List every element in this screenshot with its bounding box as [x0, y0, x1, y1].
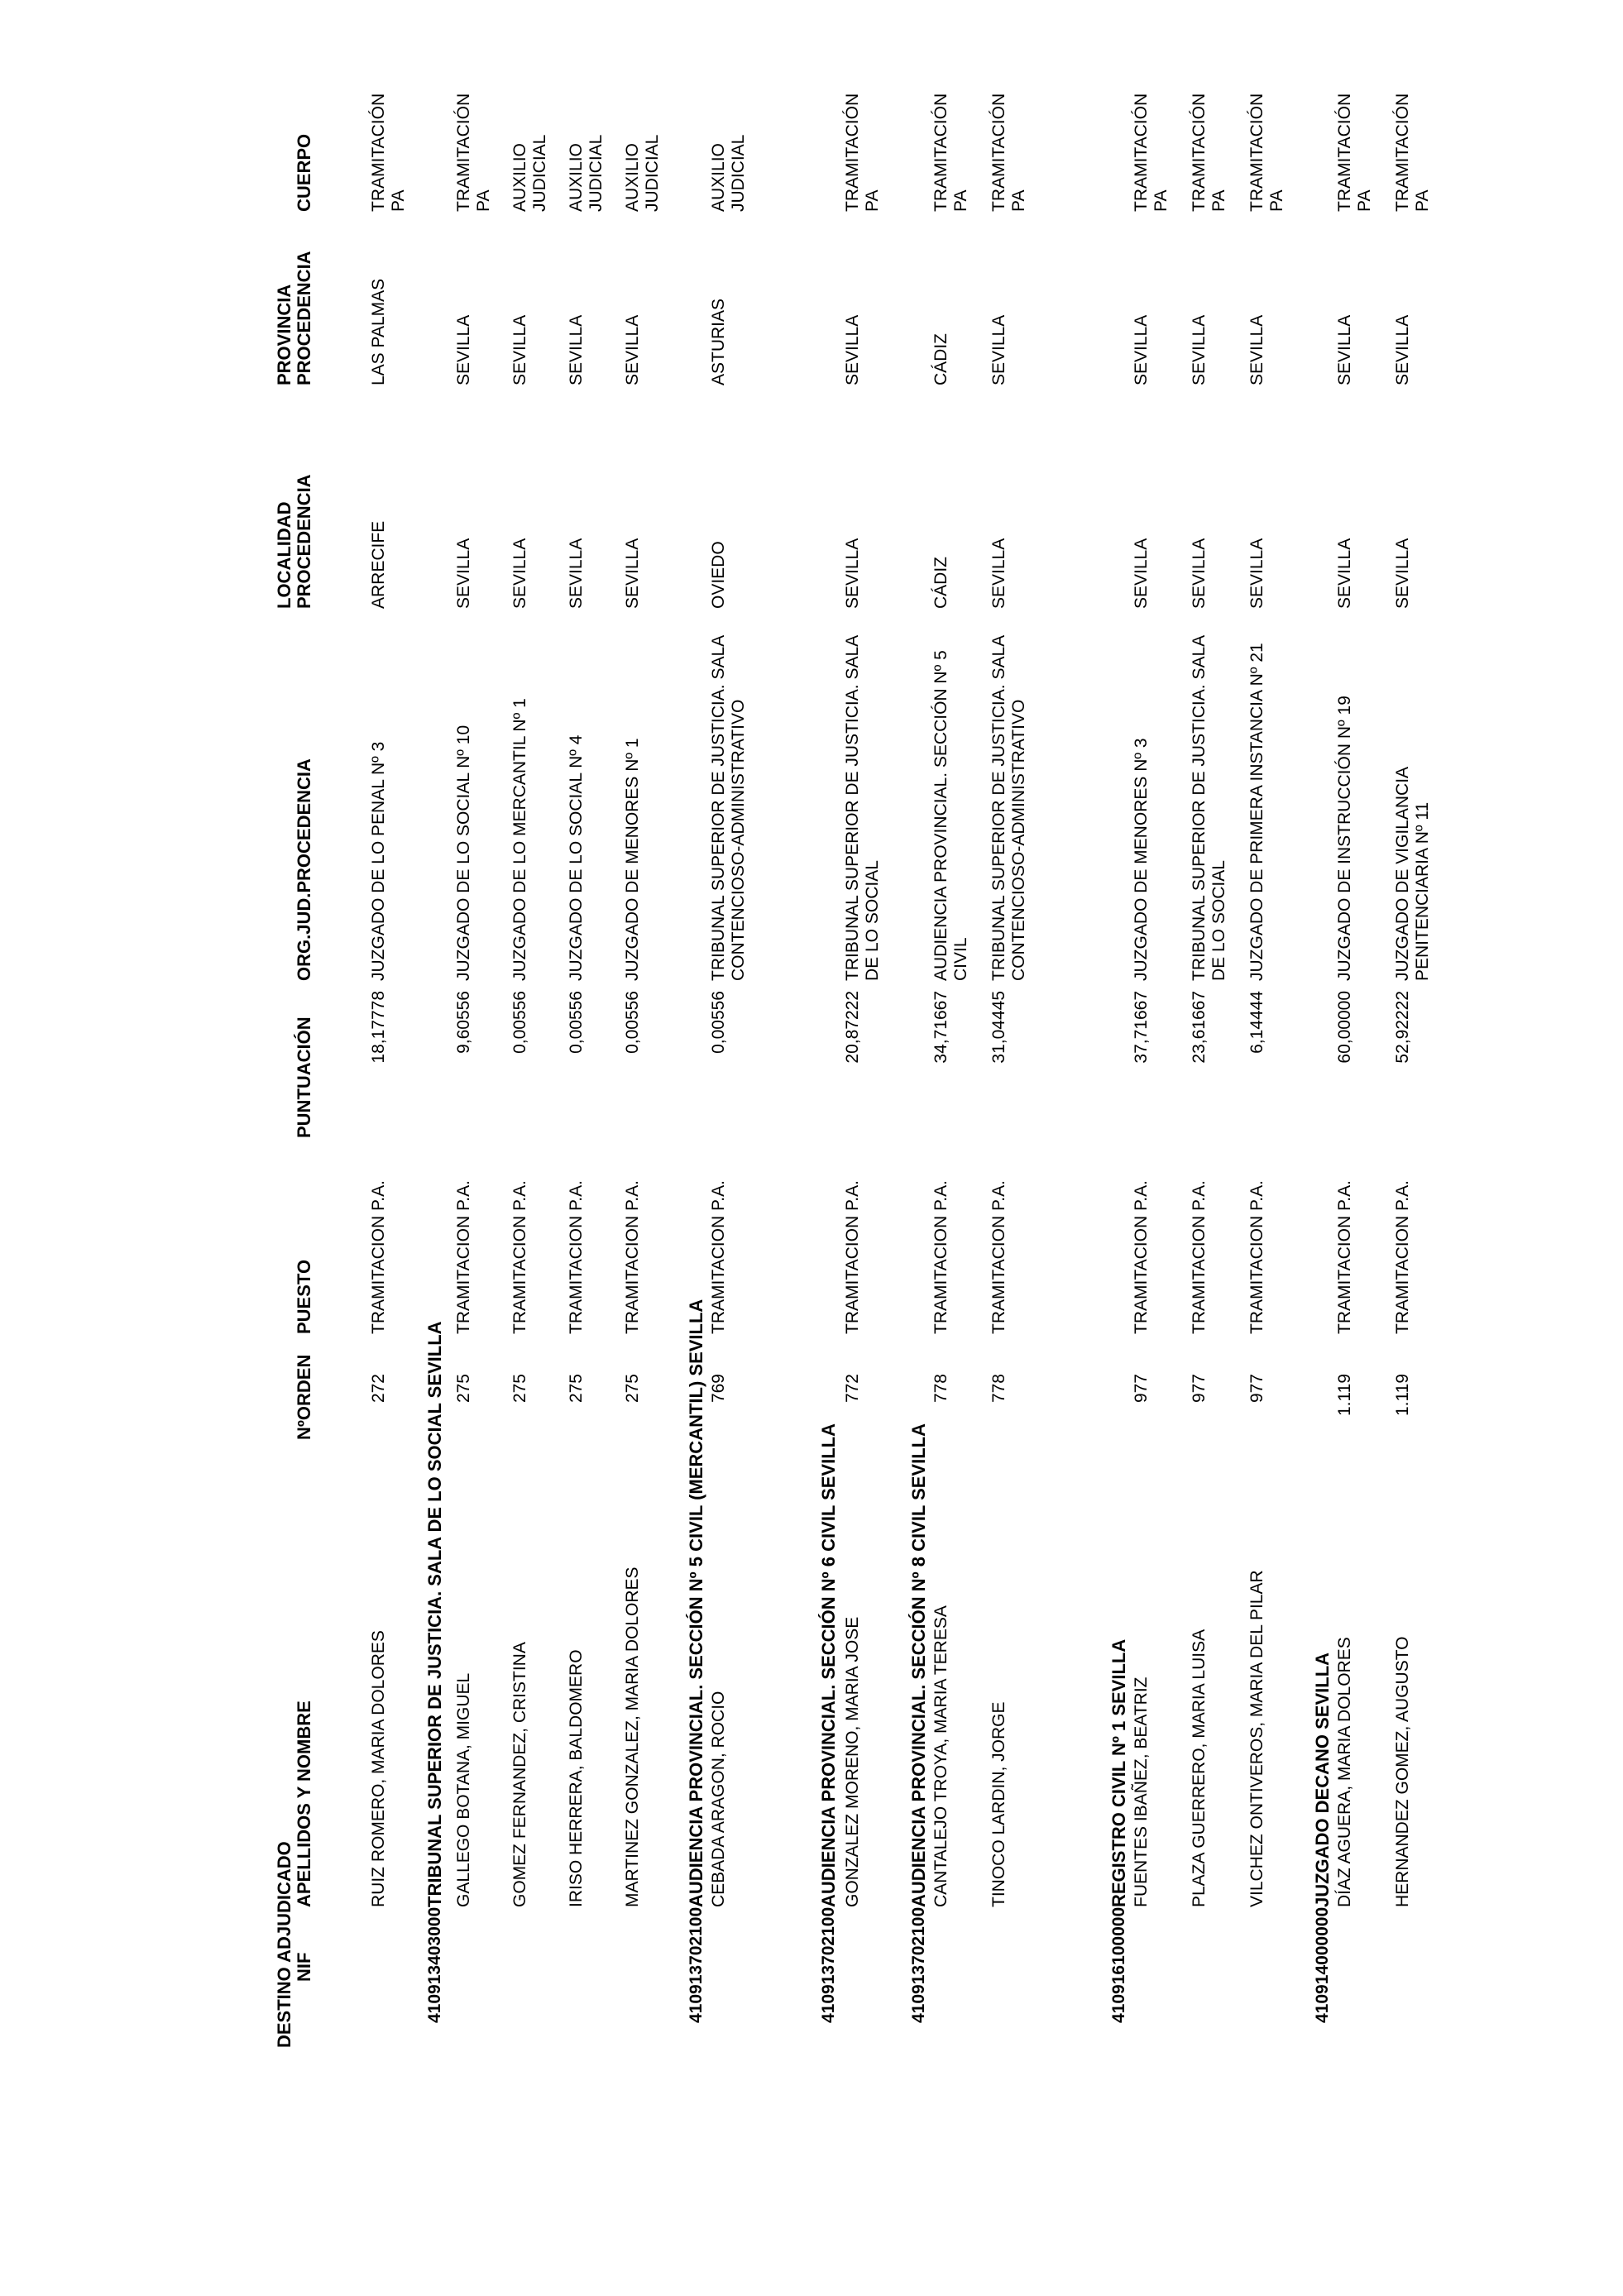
row-org: AUDIENCIA PROVINCIAL. SECCIÓN Nº 5 CIVIL [931, 650, 970, 981]
row-puesto: TRAMITACION P.A. [567, 1180, 586, 1334]
row-puesto: TRAMITACION P.A. [1335, 1180, 1354, 1334]
row-org: TRIBUNAL SUPERIOR DE JUSTICIA. SALA CONTENCIOSO-ADMINISTRATIVO [989, 636, 1028, 981]
row-provincia: SEVILLA [1132, 314, 1151, 385]
row-org: JUZGADO DE LO MERCANTIL Nº 1 [510, 698, 529, 981]
header-localidad: LOCALIDAD [274, 501, 294, 609]
row-puesto: TRAMITACION P.A. [989, 1180, 1008, 1334]
row-org: JUZGADO DE MENORES Nº 3 [1132, 738, 1151, 981]
header-destino: DESTINO ADJUDICADO [274, 1841, 294, 2048]
row-name: GONZALEZ MORENO, MARIA JOSE [843, 1616, 862, 1907]
row-puesto: TRAMITACION P.A. [623, 1180, 642, 1334]
row-cuerpo: TRAMITACIÓN PA [1190, 93, 1228, 212]
row-cuerpo: AUXILIO JUDICIAL [709, 134, 748, 212]
row-org: JUZGADO DE MENORES Nº 1 [623, 738, 642, 981]
row-cuerpo: TRAMITACIÓN PA [1393, 93, 1432, 212]
row-provincia: SEVILLA [1247, 314, 1266, 385]
row-provincia: SEVILLA [454, 314, 473, 385]
row-puesto: TRAMITACION P.A. [1247, 1180, 1266, 1334]
header-cuerpo: CUERPO [294, 133, 314, 212]
row-name: DÍAZ AGUERA, MARIA DOLORES [1335, 1637, 1354, 1907]
row-orden: 275 [454, 1374, 473, 1404]
section-title: REGISTRO CIVIL Nº 1 SEVILLA [1108, 1638, 1129, 1907]
row-orden: 769 [709, 1374, 728, 1404]
row-localidad: SEVILLA [454, 538, 473, 609]
section-nif: 410914000000 [1313, 1906, 1332, 2023]
row-cuerpo: TRAMITACIÓN PA [1132, 93, 1171, 212]
header-org: ORG.JUD.PROCEDENCIA [294, 758, 314, 981]
row-localidad: SEVILLA [843, 538, 862, 609]
row-puntuacion: 0,00556 [709, 991, 728, 1054]
header-provincia: PROVINCIA [274, 284, 294, 385]
row-provincia: SEVILLA [843, 314, 862, 385]
row-orden: 977 [1132, 1374, 1151, 1404]
row-puesto: TRAMITACION P.A. [454, 1180, 473, 1334]
row-puntuacion: 0,00556 [567, 991, 586, 1054]
section-title: AUDIENCIA PROVINCIAL. SECCIÓN Nº 5 CIVIL (MERCANTIL) SEVILLA [686, 1299, 706, 1907]
row-cuerpo: TRAMITACIÓN PA [989, 93, 1028, 212]
row-provincia: ASTURIAS [709, 298, 728, 385]
row-name: CEBADA ARAGON, ROCIO [709, 1691, 728, 1907]
row-name: RUIZ ROMERO, MARIA DOLORES [369, 1630, 388, 1907]
row-puesto: TRAMITACION P.A. [1190, 1180, 1209, 1334]
row-puntuacion: 18,17778 [369, 991, 388, 1064]
section-nif: 410913403000 [425, 1906, 444, 2023]
row-name: FUENTES IBAÑEZ, BEATRIZ [1132, 1677, 1151, 1907]
row-puesto: TRAMITACION P.A. [1132, 1180, 1151, 1334]
row-puesto: TRAMITACION P.A. [1393, 1180, 1412, 1334]
row-org: JUZGADO DE INSTRUCCIÓN Nº 19 [1335, 696, 1354, 981]
section-title: AUDIENCIA PROVINCIAL. SECCIÓN Nº 8 CIVIL SEVILLA [908, 1423, 929, 1907]
row-puntuacion: 0,00556 [623, 991, 642, 1054]
header-provincia-2: PROCEDENCIA [294, 251, 314, 385]
row-cuerpo: TRAMITACIÓN PA [1335, 93, 1374, 212]
row-orden: 275 [623, 1374, 642, 1404]
row-puesto: TRAMITACION P.A. [843, 1180, 862, 1334]
row-orden: 1.119 [1335, 1374, 1354, 1416]
row-provincia: SEVILLA [1393, 314, 1412, 385]
row-cuerpo: AUXILIO JUDICIAL [510, 134, 549, 212]
row-puntuacion: 34,71667 [931, 991, 950, 1064]
row-provincia: LAS PALMAS [369, 278, 388, 385]
row-name: GALLEGO BOTANA, MIGUEL [454, 1672, 473, 1907]
row-provincia: SEVILLA [1335, 314, 1354, 385]
row-name: VILCHEZ ONTIVEROS, MARIA DEL PILAR [1247, 1570, 1266, 1907]
row-org: JUZGADO DE PRIMERA INSTANCIA Nº 21 [1247, 643, 1266, 981]
row-orden: 275 [510, 1374, 529, 1404]
row-orden: 778 [931, 1374, 950, 1404]
row-name: PLAZA GUERRERO, MARIA LUISA [1190, 1629, 1209, 1907]
section-nif: 410913702100 [819, 1906, 838, 2023]
row-puntuacion: 31,04445 [989, 991, 1008, 1064]
row-localidad: CÁDIZ [931, 557, 950, 609]
row-orden: 772 [843, 1374, 862, 1404]
row-cuerpo: AUXILIO JUDICIAL [623, 134, 662, 212]
row-orden: 275 [567, 1374, 586, 1404]
row-name: TINOCO LARDIN, JORGE [989, 1701, 1008, 1907]
row-provincia: CÁDIZ [931, 333, 950, 385]
row-orden: 778 [989, 1374, 1008, 1404]
row-provincia: SEVILLA [567, 314, 586, 385]
row-cuerpo: AUXILIO JUDICIAL [567, 134, 606, 212]
row-localidad: SEVILLA [1247, 538, 1266, 609]
row-org: TRIBUNAL SUPERIOR DE JUSTICIA. SALA DE LO SOCIAL [843, 636, 882, 981]
row-puntuacion: 6,14444 [1247, 991, 1266, 1054]
row-puesto: TRAMITACION P.A. [510, 1180, 529, 1334]
header-localidad-2: PROCEDENCIA [294, 474, 314, 609]
row-localidad: ARRECIFE [369, 520, 388, 609]
row-name: MARTINEZ GONZALEZ, MARIA DOLORES [623, 1567, 642, 1907]
row-puntuacion: 60,00000 [1335, 991, 1354, 1064]
row-puesto: TRAMITACION P.A. [709, 1180, 728, 1334]
header-norden: NºORDEN [294, 1354, 314, 1440]
row-name: IRISO HERRERA, BALDOMERO [567, 1649, 586, 1907]
row-puntuacion: 52,92222 [1393, 991, 1412, 1064]
row-cuerpo: TRAMITACIÓN PA [1247, 93, 1286, 212]
row-puesto: TRAMITACION P.A. [369, 1180, 388, 1334]
row-org: JUZGADO DE LO SOCIAL Nº 10 [454, 725, 473, 981]
row-org: TRIBUNAL SUPERIOR DE JUSTICIA. SALA CONTENCIOSO-ADMINISTRATIVO [709, 636, 748, 981]
row-orden: 977 [1190, 1374, 1209, 1404]
row-provincia: SEVILLA [623, 314, 642, 385]
row-provincia: SEVILLA [1190, 314, 1209, 385]
row-localidad: SEVILLA [1190, 538, 1209, 609]
header-apellidos: APELLIDOS Y NOMBRE [294, 1700, 314, 1907]
header-puntuacion: PUNTUACIÓN [294, 1016, 314, 1138]
section-title: JUZGADO DECANO SEVILLA [1312, 1652, 1333, 1907]
row-puntuacion: 37,71667 [1132, 991, 1151, 1064]
row-orden: 272 [369, 1374, 388, 1404]
section-nif: 410913702100 [687, 1906, 706, 2023]
row-org: TRIBUNAL SUPERIOR DE JUSTICIA. SALA DE LO SOCIAL [1190, 636, 1228, 981]
section-title: TRIBUNAL SUPERIOR DE JUSTICIA. SALA DE LO SOCIAL SEVILLA [424, 1321, 445, 1907]
header-nif: NIF [294, 1952, 314, 1982]
row-localidad: OVIEDO [709, 541, 728, 609]
row-org: JUZGADO DE LO PENAL Nº 3 [369, 741, 388, 981]
row-org: JUZGADO DE LO SOCIAL Nº 4 [567, 734, 586, 981]
row-localidad: SEVILLA [1132, 538, 1151, 609]
header-puesto: PUESTO [294, 1259, 314, 1334]
section-nif: 410916100000 [1109, 1906, 1128, 2023]
row-puntuacion: 0,00556 [510, 991, 529, 1054]
section-title: AUDIENCIA PROVINCIAL. SECCIÓN Nº 6 CIVIL SEVILLA [818, 1423, 839, 1907]
row-localidad: SEVILLA [510, 538, 529, 609]
row-provincia: SEVILLA [510, 314, 529, 385]
row-cuerpo: TRAMITACIÓN PA [369, 93, 408, 212]
row-puntuacion: 20,87222 [843, 991, 862, 1064]
row-cuerpo: TRAMITACIÓN PA [843, 93, 882, 212]
row-puntuacion: 23,61667 [1190, 991, 1209, 1064]
row-cuerpo: TRAMITACIÓN PA [454, 93, 493, 212]
row-name: HERNANDEZ GOMEZ, AUGUSTO [1393, 1636, 1412, 1907]
row-localidad: SEVILLA [623, 538, 642, 609]
row-orden: 1.119 [1393, 1374, 1412, 1416]
section-nif: 410913702100 [909, 1906, 928, 2023]
row-orden: 977 [1247, 1374, 1266, 1404]
row-localidad: SEVILLA [989, 538, 1008, 609]
row-name: CANTALEJO TROYA, MARIA TERESA [931, 1605, 950, 1907]
row-puntuacion: 9,60556 [454, 991, 473, 1054]
row-localidad: SEVILLA [1335, 538, 1354, 609]
row-cuerpo: TRAMITACIÓN PA [931, 93, 970, 212]
row-localidad: SEVILLA [1393, 538, 1412, 609]
row-org: JUZGADO DE VIGILANCIA PENITENCIARIA Nº 11 [1393, 768, 1432, 981]
row-provincia: SEVILLA [989, 314, 1008, 385]
row-localidad: SEVILLA [567, 538, 586, 609]
row-puesto: TRAMITACION P.A. [931, 1180, 950, 1334]
row-name: GOMEZ FERNANDEZ, CRISTINA [510, 1642, 529, 1907]
